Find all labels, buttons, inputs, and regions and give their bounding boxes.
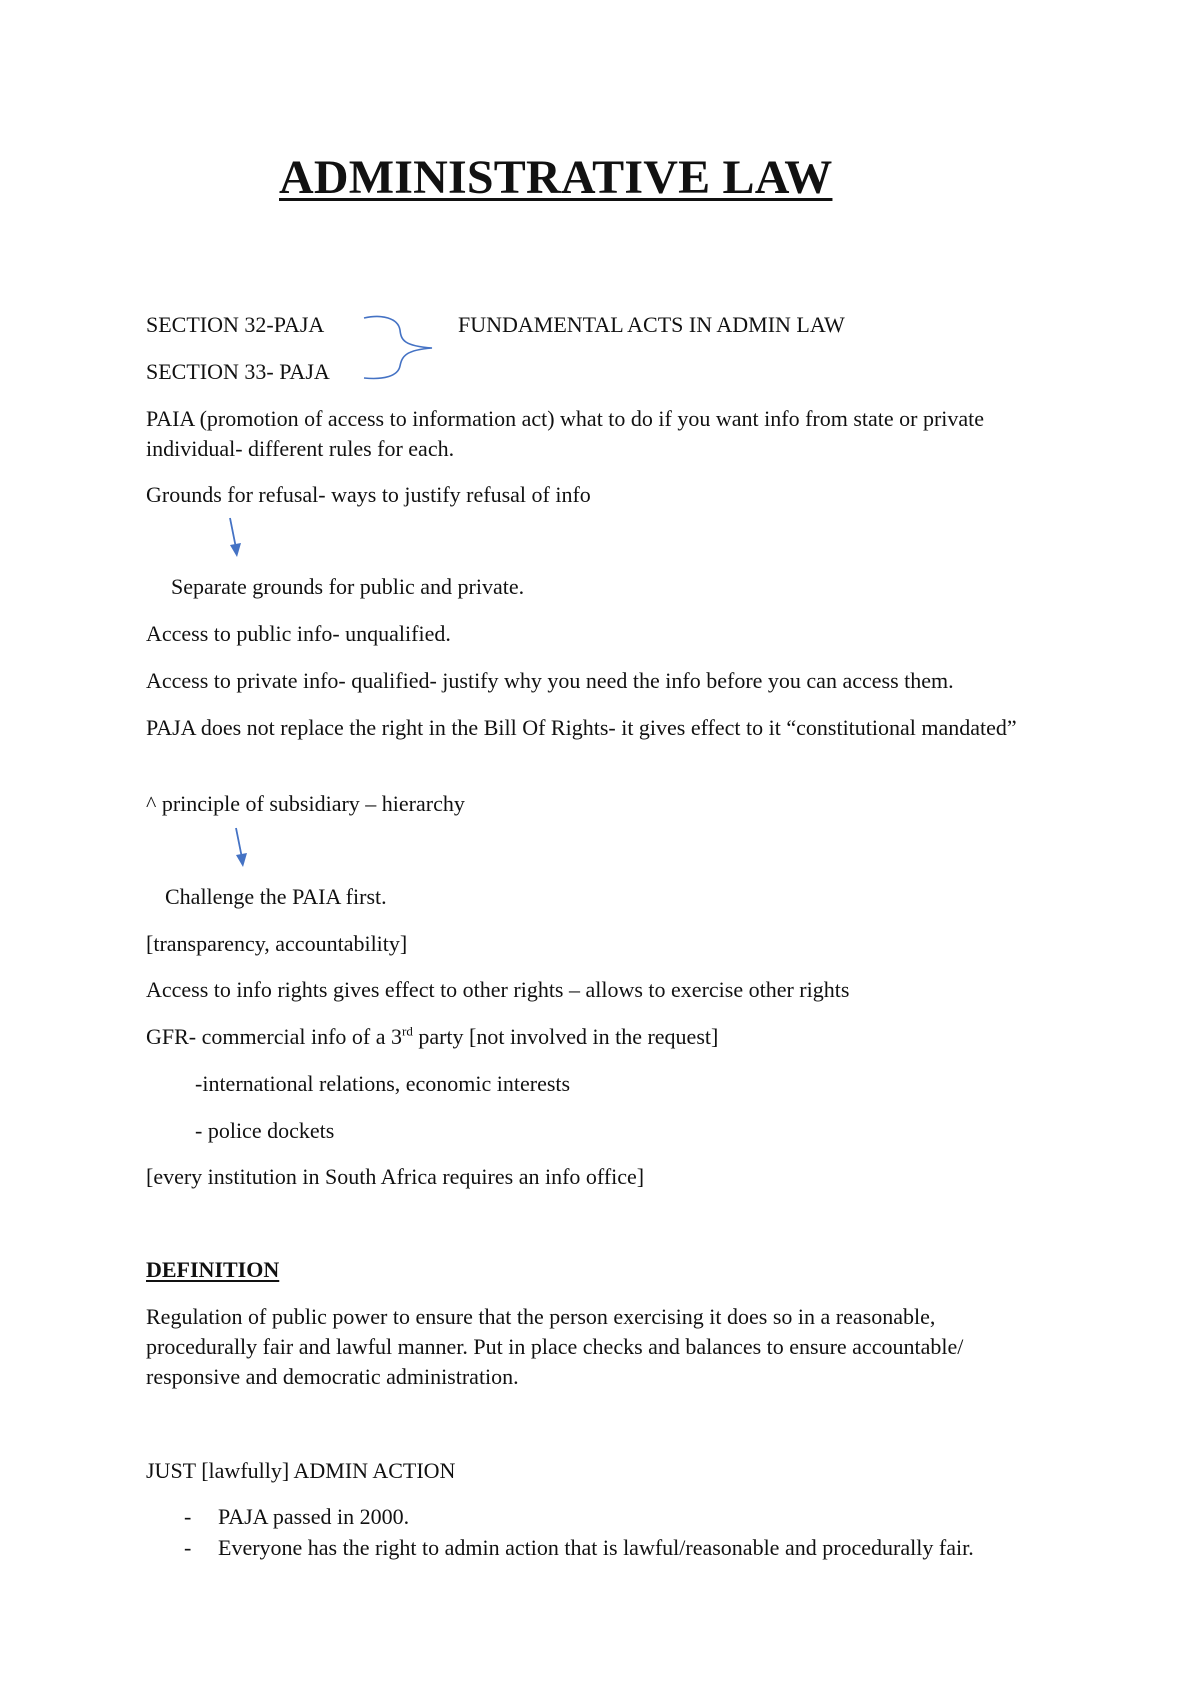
arrow-down-icon bbox=[226, 516, 246, 560]
definition-paragraph: Regulation of public power to ensure that the person exercising it does so in a reasonable, procedurally fair and lawful manner. Put in place checks and balances to ensure accountable/ responsive and democratic administration. bbox=[146, 1304, 964, 1389]
public-access-line: Access to public info- unqualified. bbox=[146, 621, 451, 646]
paja-bill-of-rights-paragraph: PAJA does not replace the right in the Bill Of Rights- it gives effect to it “constitutional mandated” bbox=[146, 715, 1017, 740]
section-32-line: SECTION 32-PAJA bbox=[146, 312, 325, 337]
transparency-line: [transparency, accountability] bbox=[146, 931, 408, 956]
gfr-superscript: rd bbox=[402, 1023, 413, 1039]
separate-grounds-line: Separate grounds for public and private. bbox=[171, 574, 525, 599]
gfr-line bbox=[146, 1022, 718, 1052]
bullet-dash: - bbox=[184, 1504, 192, 1529]
list-item bbox=[146, 1502, 409, 1532]
section-33-line: SECTION 33- PAJA bbox=[146, 359, 330, 384]
grounds-line: Grounds for refusal- ways to justify refusal of info bbox=[146, 482, 591, 507]
list-item bbox=[146, 1533, 974, 1563]
private-access-line: Access to private info- qualified- justify why you need the info before you can access them. bbox=[146, 668, 954, 693]
gfr-text-pre: GFR- commercial info of a 3 bbox=[146, 1024, 402, 1049]
arrow-down-icon bbox=[232, 826, 252, 870]
paia-paragraph: PAIA (promotion of access to information act) what to do if you want info from state or private individual- different rules for each. bbox=[146, 406, 985, 461]
gfr-text-post: party [not involved in the request] bbox=[412, 1024, 719, 1049]
police-dockets-line: - police dockets bbox=[195, 1118, 335, 1143]
access-rights-line: Access to info rights gives effect to other rights – allows to exercise other rights bbox=[146, 977, 850, 1002]
institution-line: [every institution in South Africa requires an info office] bbox=[146, 1164, 645, 1189]
bullet-text: PAJA passed in 2000. bbox=[218, 1504, 410, 1529]
fundamental-acts-label: FUNDAMENTAL ACTS IN ADMIN LAW bbox=[458, 312, 845, 337]
curly-brace-icon bbox=[360, 312, 440, 382]
principle-line: ^ principle of subsidiary – hierarchy bbox=[146, 791, 465, 816]
page-title: ADMINISTRATIVE LAW bbox=[279, 151, 833, 204]
definition-heading: DEFINITION bbox=[146, 1257, 280, 1282]
international-relations-line: -international relations, economic interests bbox=[195, 1071, 571, 1096]
bullet-text: Everyone has the right to admin action that is lawful/reasonable and procedurally fair. bbox=[218, 1535, 974, 1560]
just-admin-heading: JUST [lawfully] ADMIN ACTION bbox=[146, 1458, 456, 1483]
challenge-line: Challenge the PAIA first. bbox=[165, 884, 387, 909]
bullet-dash: - bbox=[184, 1535, 192, 1560]
